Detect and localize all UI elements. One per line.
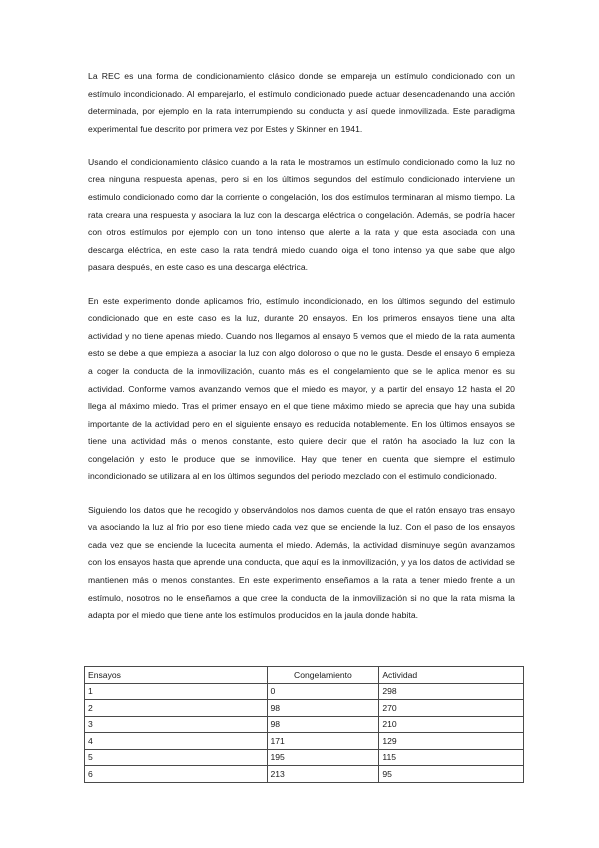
cell-congelamiento: 98 bbox=[267, 716, 379, 733]
cell-actividad: 270 bbox=[379, 700, 524, 717]
paragraph-conclusion: Siguiendo los datos que he recogido y observándolos nos damos cuenta de que el ratón ensayo tras ensayo va asociando la luz al frio por eso tiene miedo cada vez que se enciende la luz. Con el paso de los ensayos cada vez que se enciende la lucecita aumenta el miedo. Además, la actividad disminuye según avanzamos con los ensayos hasta que aprende una conducta, que aquí es la inmovilización, y ya los datos de actividad se mantienen más o menos constantes. En este experimento enseñamos a la rata a tener miedo frente a un estímulo, nosotros no le enseñamos a que cree la conducta de la inmovilización si no que la rata misma la adapta por el miedo que tiene ante los estímulos producidos en la jaula donde habita. bbox=[88, 504, 515, 621]
cell-ensayo: 1 bbox=[85, 683, 268, 700]
cell-actividad: 298 bbox=[379, 683, 524, 700]
paragraph-intro: La REC es una forma de condicionamiento clásico donde se empareja un estímulo condicionado con un estímulo incondicionado. Al emparejarlo, el estímulo condicionado puede actuar desencadenando una acción determinada, por ejemplo en la rata interrumpiendo su conducta y así quede inmovilizada. Este paradigma experimental fue descrito por primera vez por Estes y Skinner en 1941. bbox=[88, 71, 515, 134]
header-ensayos: Ensayos bbox=[85, 667, 268, 684]
cell-congelamiento: 98 bbox=[267, 700, 379, 717]
table-row bbox=[85, 733, 524, 750]
table-row bbox=[85, 683, 524, 700]
paragraph-classical-conditioning: Usando el condicionamiento clásico cuando a la rata le mostramos un estímulo condicionado como la luz no crea ninguna respuesta apenas, pero si en los últimos segundos del estímulo condicionado interviene un estimulo condicionado como dar la corriente o congelación, los dos estímulos terminaran al mismo tiempo. La rata creara una respuesta y asociara la luz con la descarga eléctrica o congelación. Además, se podría hacer con otros estímulos por ejemplo con un tono intenso que alerte a la rata y que esta asociada con una descarga eléctrica, en este caso la rata tendrá miedo cuando oiga el tono intenso ya que sabe que algo pasara después, en este caso es una descarga eléctrica. bbox=[88, 156, 515, 273]
header-congelamiento: Congelamiento bbox=[267, 667, 379, 684]
cell-actividad: 95 bbox=[379, 766, 524, 783]
cell-ensayo: 2 bbox=[85, 700, 268, 717]
table-row bbox=[85, 766, 524, 783]
table-header-row bbox=[85, 667, 524, 684]
document-body bbox=[88, 68, 515, 640]
paragraph-experiment: En este experimento donde aplicamos frio, estímulo incondicionado, en los últimos segundo del estimulo condicionado que en este caso es la luz, durante 20 ensayos. En los primeros ensayos tiene una alta actividad y no tiene apenas miedo. Cuando nos llegamos al ensayo 5 vemos que el miedo de la rata aumenta esto se debe a que empieza a asociar la luz con algo doloroso o que no le gusta. Desde el ensayo 6 empieza a coger la conducta de la inmovilización, cuanto más es el congelamiento que se le aplica menor es su actividad. Conforme vamos avanzando vemos que el miedo es mayor, y a partir del ensayo 12 hasta el 20 llega al máximo miedo. Tras el primer ensayo en el que tiene máximo miedo se aprecia que hay una subida importante de la actividad pero en el siguiente ensayo es reducida notablemente. En los últimos ensayos se tiene una actividad más o menos constante, esto quiere decir que el ratón ha asociado la luz con la congelación y esto le produce que se inmovilice. Hay que tener en cuenta que siempre el estimulo incondicionado se utilizara al en los últimos segundos del periodo mezclado con el estimulo condicionado. bbox=[88, 295, 515, 482]
table-row bbox=[85, 700, 524, 717]
header-actividad: Actividad bbox=[379, 667, 524, 684]
cell-actividad: 115 bbox=[379, 749, 524, 766]
cell-congelamiento: 213 bbox=[267, 766, 379, 783]
cell-ensayo: 3 bbox=[85, 716, 268, 733]
results-table bbox=[84, 666, 524, 783]
table-row bbox=[85, 749, 524, 766]
cell-ensayo: 4 bbox=[85, 733, 268, 750]
cell-congelamiento: 195 bbox=[267, 749, 379, 766]
cell-actividad: 129 bbox=[379, 733, 524, 750]
cell-congelamiento: 171 bbox=[267, 733, 379, 750]
table-row bbox=[85, 716, 524, 733]
cell-congelamiento: 0 bbox=[267, 683, 379, 700]
cell-ensayo: 6 bbox=[85, 766, 268, 783]
cell-ensayo: 5 bbox=[85, 749, 268, 766]
cell-actividad: 210 bbox=[379, 716, 524, 733]
